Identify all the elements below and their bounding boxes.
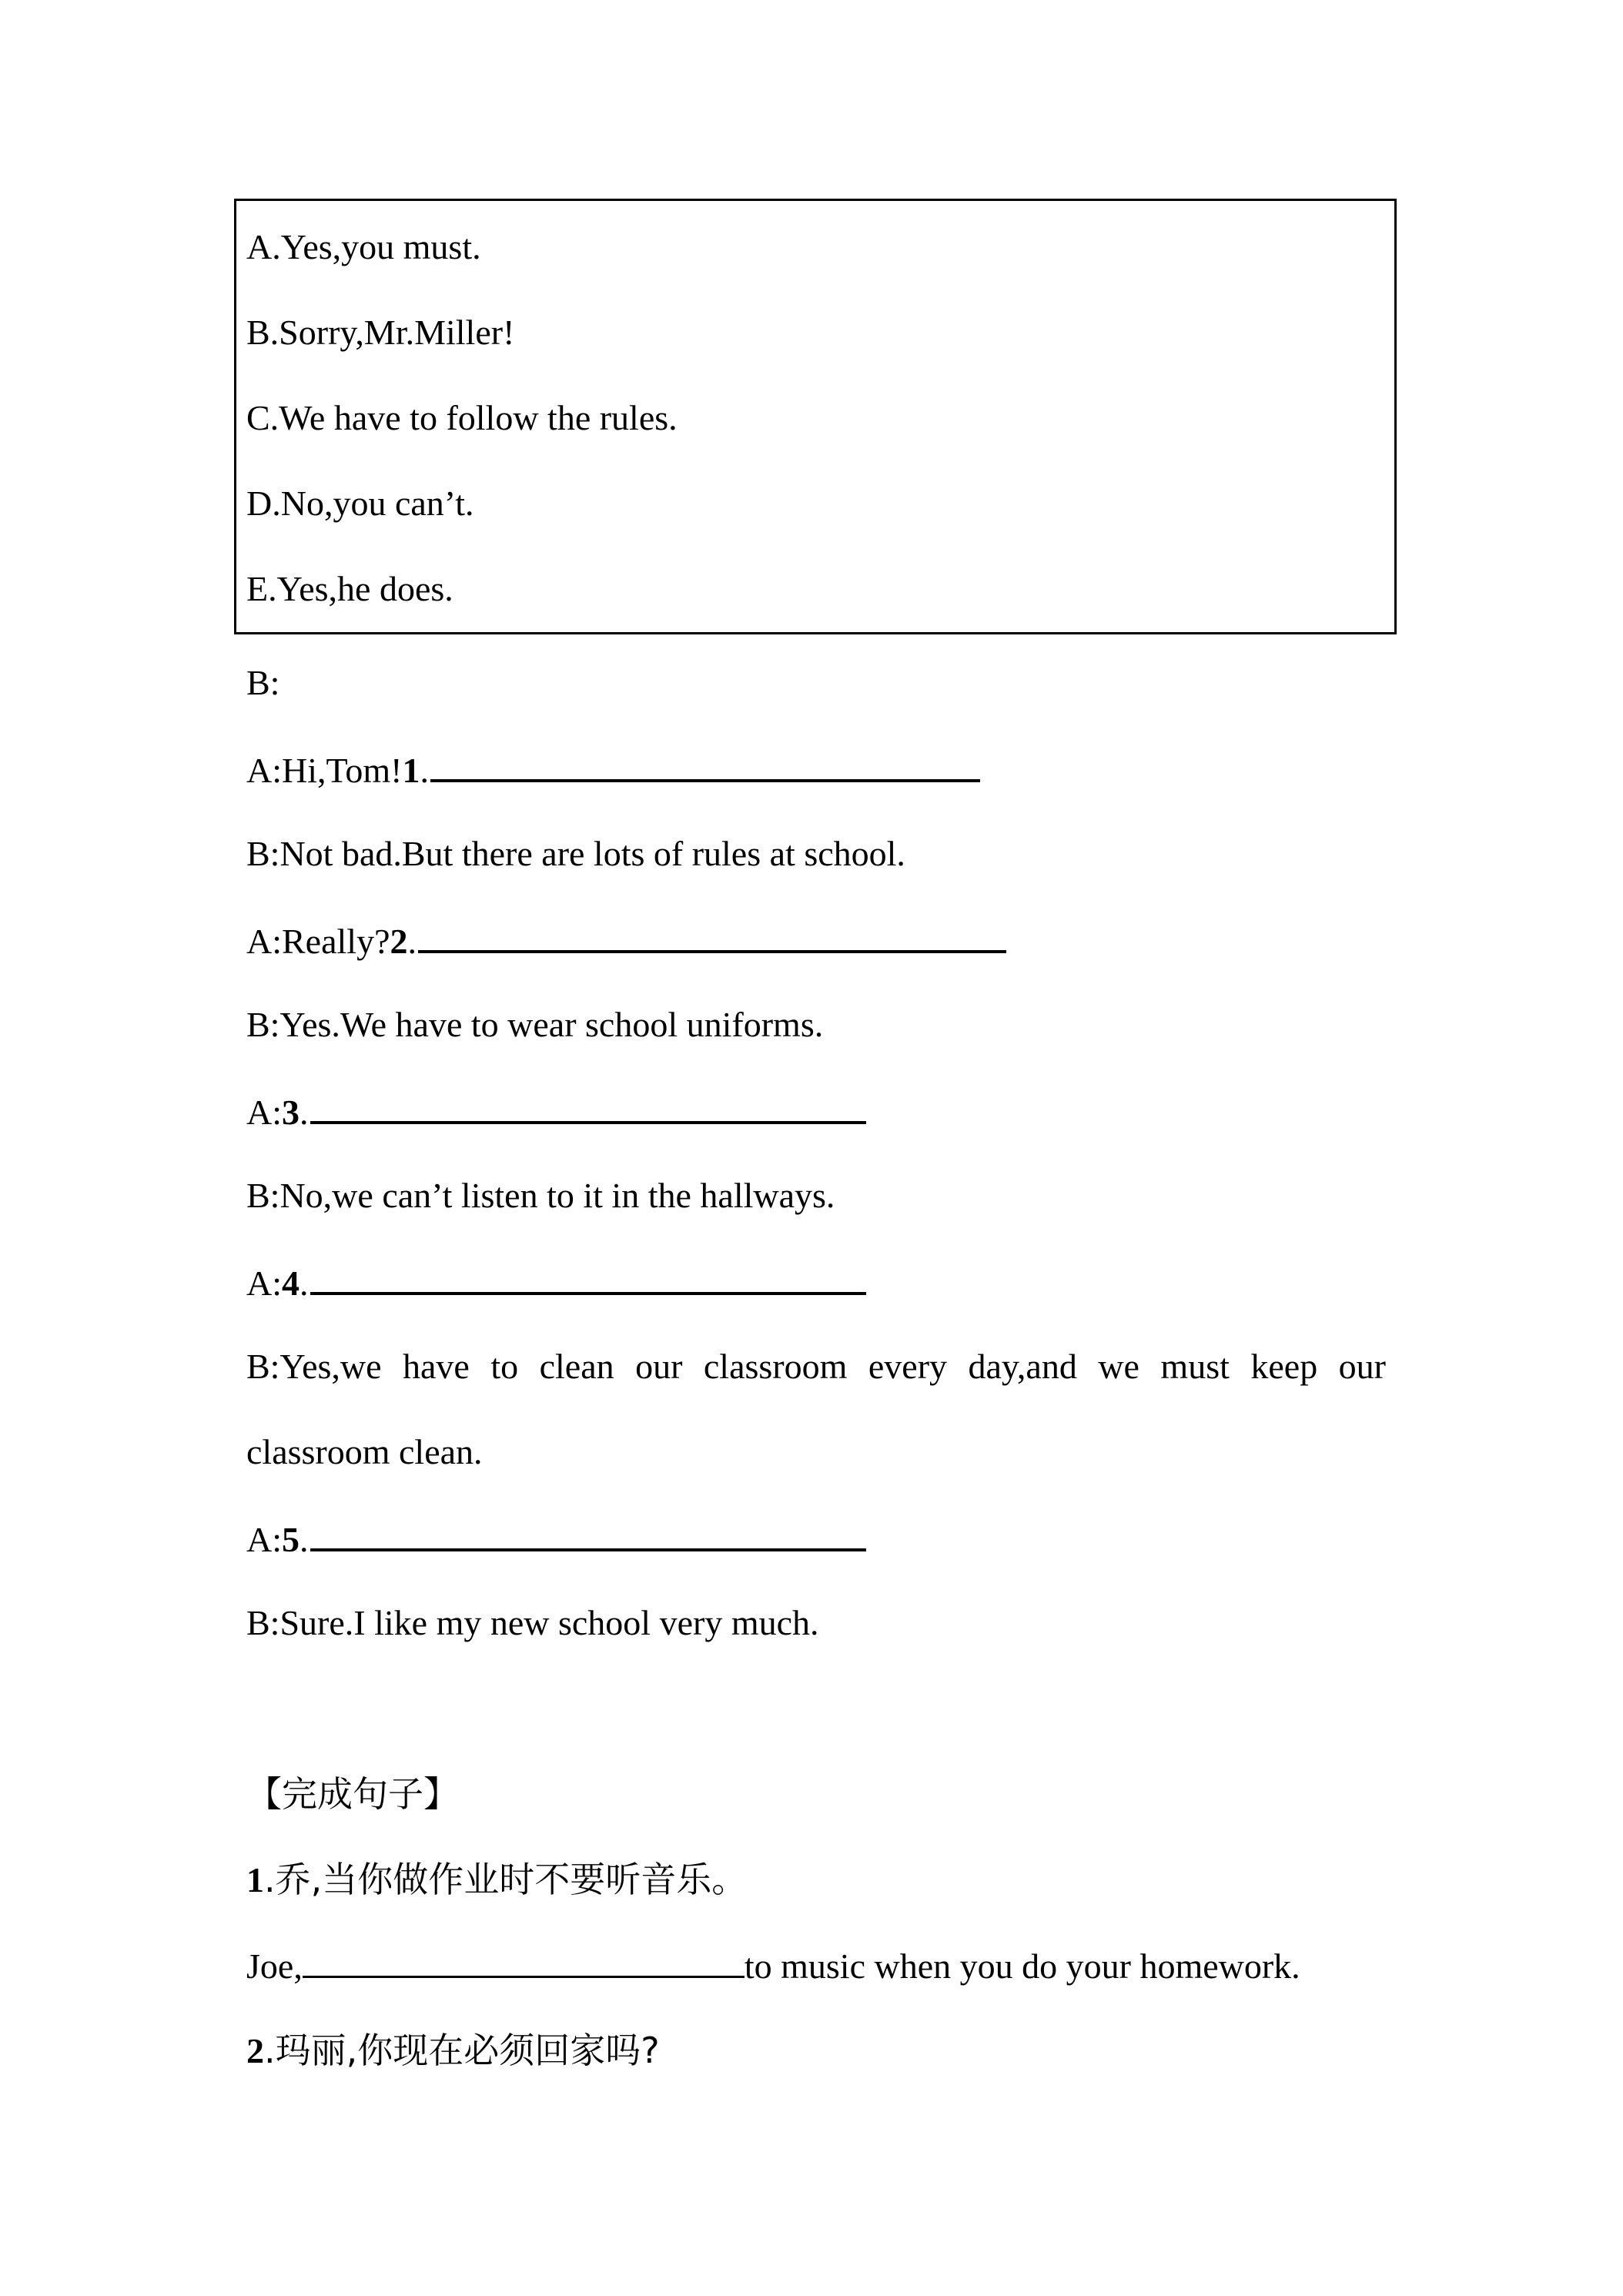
- blank-dot: .: [300, 1093, 309, 1132]
- answer-blank-2[interactable]: [418, 916, 1006, 953]
- blank-dot: .: [420, 751, 429, 790]
- dialogue-line-3: [246, 916, 1006, 962]
- question-2: [246, 2027, 660, 2073]
- section-label-b: B:: [246, 663, 280, 702]
- dialogue-prefix: A:: [246, 1520, 282, 1559]
- blank-dot: .: [407, 922, 417, 961]
- dialogue-prefix: A:: [246, 1093, 282, 1132]
- section-heading: 【完成句子】: [246, 1773, 459, 1815]
- dialogue-line-9: classroom clean.: [246, 1432, 483, 1471]
- dialogue-line-7: [246, 1258, 866, 1304]
- option-e: E.Yes,he does.: [246, 569, 453, 608]
- blank-number: 1: [402, 751, 420, 790]
- option-d: D.No,you can’t.: [246, 484, 474, 523]
- answer-blank-5[interactable]: [310, 1514, 866, 1551]
- blank-dot: .: [300, 1520, 309, 1559]
- answer-blank-3[interactable]: [310, 1087, 866, 1124]
- question-number: 2: [246, 2031, 264, 2070]
- dialogue-line-5: [246, 1087, 866, 1133]
- option-c: C.We have to follow the rules.: [246, 398, 678, 437]
- answer-blank-1[interactable]: [430, 745, 980, 782]
- blank-number: 4: [282, 1263, 300, 1303]
- dialogue-line-4: B:Yes.We have to wear school uniforms.: [246, 1005, 824, 1044]
- dialogue-line-1: [246, 745, 980, 792]
- question-number: 1: [246, 1860, 264, 1899]
- sentence-start: Joe,: [246, 1946, 303, 1986]
- question-1-sentence: [246, 1942, 1300, 1988]
- dialogue-prefix: A:Hi,Tom!: [246, 751, 403, 790]
- sentence-blank-1[interactable]: [303, 1942, 745, 1978]
- question-text: .玛丽,你现在必须回家吗?: [264, 2030, 660, 2071]
- dialogue-line-2: B:Not bad.But there are lots of rules at school.: [246, 834, 905, 873]
- question-text: .乔,当你做作业时不要听音乐。: [264, 1859, 748, 1900]
- question-1: [246, 1856, 747, 1903]
- blank-dot: .: [300, 1263, 309, 1303]
- dialogue-prefix: A:Really?: [246, 922, 390, 961]
- option-b: B.Sorry,Mr.Miller!: [246, 313, 515, 352]
- dialogue-line-6: B:No,we can’t listen to it in the hallways.: [246, 1176, 835, 1215]
- dialogue-line-10: [246, 1514, 866, 1561]
- blank-number: 2: [390, 922, 408, 961]
- option-a: A.Yes,you must.: [246, 227, 481, 266]
- dialogue-prefix: A:: [246, 1263, 282, 1303]
- dialogue-line-8: B:Yes,we have to clean our classroom every day,and we must keep our: [246, 1347, 1386, 1386]
- dialogue-line-11: B:Sure.I like my new school very much.: [246, 1603, 819, 1642]
- sentence-end: to music when you do your homework.: [744, 1946, 1300, 1986]
- answer-blank-4[interactable]: [310, 1258, 866, 1295]
- blank-number: 5: [282, 1520, 300, 1559]
- blank-number: 3: [282, 1093, 300, 1132]
